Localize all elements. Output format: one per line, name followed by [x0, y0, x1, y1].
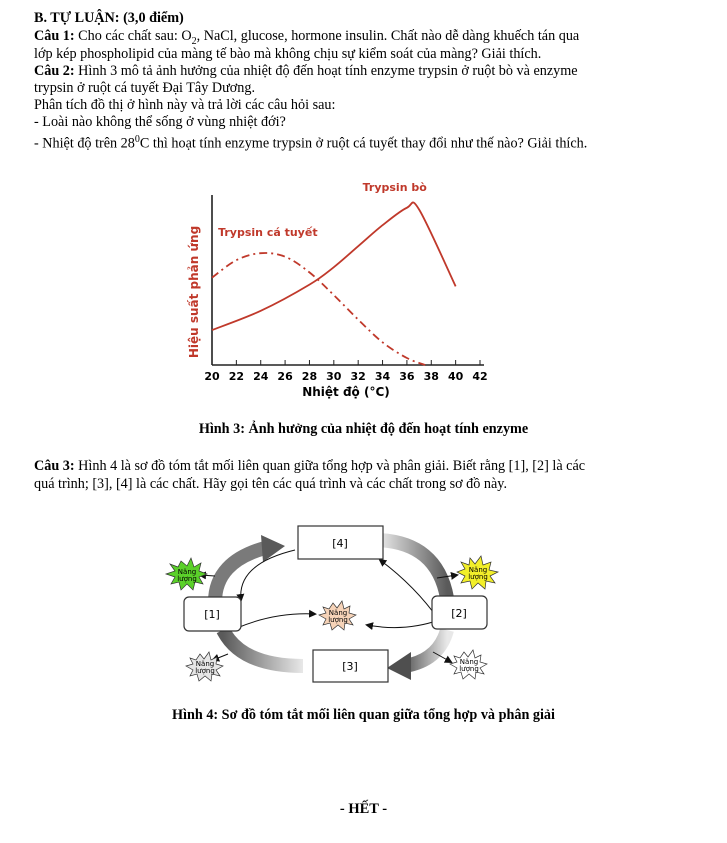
energy-label-bl-1: Năng	[195, 660, 215, 668]
q2-line2: trypsin ở ruột cá tuyết Đại Tây Dương.	[34, 80, 256, 96]
figure4-diagram	[155, 520, 555, 695]
q1-label: Câu 1:	[34, 28, 75, 44]
energy-label-bl-2: lượng	[195, 667, 215, 675]
arrow-right-down	[405, 630, 447, 666]
q3-line1	[34, 458, 585, 475]
y-axis-label: Hiệu suất phản ứng	[187, 225, 201, 359]
q2-superscript: 0	[134, 134, 140, 145]
q1-subscript: 2	[191, 35, 197, 47]
x-axis-label: Nhiệt độ (°C)	[302, 385, 390, 399]
q3-line2: quá trình; [3], [4] là các chất. Hãy gọi tên các quá trình và các chất trong sơ đồ này.	[34, 476, 508, 492]
x-tick-label: 28	[301, 370, 318, 383]
x-tick-label: 30	[326, 370, 342, 383]
q2-line5-a: - Nhiệt độ trên 28	[34, 135, 135, 152]
figure3-caption: Hình 3: Ảnh hưởng của nhiệt độ đến hoạt tính enzyme	[198, 421, 529, 437]
arrow-left-up	[215, 548, 265, 602]
thin-arrow-2	[237, 614, 315, 628]
q1-line2: lớp kép phospholipid của màng tế bào mà không chịu sự kiểm soát của màng? Giải thích.	[34, 46, 542, 62]
arrow-bottom-left	[223, 630, 303, 666]
q2-line3: Phân tích đồ thị ở hình này và trả lời các câu hỏi sau:	[34, 97, 336, 113]
x-tick-label: 36	[399, 370, 415, 383]
x-tick-label: 38	[423, 370, 439, 383]
figure3-chart	[180, 175, 500, 413]
series-label-2: Trypsin cá tuyết	[218, 226, 318, 239]
energy-label-center-2: lượng	[328, 616, 348, 624]
energy-label-br-1: Năng	[459, 658, 479, 666]
x-tick-label: 40	[447, 370, 464, 383]
series-line-2	[212, 253, 425, 365]
x-tick-label: 34	[374, 370, 391, 383]
series-label-1: Trypsin bò	[362, 181, 427, 194]
x-tick-label: 32	[350, 370, 366, 383]
q2-line5	[34, 131, 587, 153]
q2-line1	[34, 63, 578, 80]
arrow-left-up-head	[261, 535, 285, 562]
box4-label: [4]	[332, 537, 348, 550]
q3-text: Hình 4 là sơ đồ tóm tắt mối liên quan giữa tổng hợp và phân giải. Biết rằng [1], [2] là các	[74, 458, 586, 474]
figure4-caption: Hình 4: Sơ đồ tóm tắt mối liên quan giữa tổng hợp và phân giải	[172, 707, 555, 723]
q2-line5-b: C thì hoạt tính enzyme trypsin ở ruột cá tuyết thay đổi như thế nào? Giải thích.	[139, 135, 588, 152]
x-tick-label: 42	[472, 370, 488, 383]
energy-label-green-2: lượng	[177, 575, 197, 583]
box2-label: [2]	[451, 607, 467, 620]
arrow-right-down-head	[387, 652, 411, 680]
q1-text-a: Cho các chất sau: O	[74, 28, 192, 44]
q3-label: Câu 3:	[34, 458, 75, 474]
x-tick-label: 20	[204, 370, 220, 383]
x-tick-label: 26	[277, 370, 293, 383]
energy-label-yellow-2: lượng	[468, 573, 488, 581]
box3-label: [3]	[342, 660, 358, 673]
energy-label-br-2: lượng	[459, 665, 479, 673]
q2-label: Câu 2:	[34, 63, 75, 79]
box1-label: [1]	[204, 608, 220, 621]
series-line-1	[212, 202, 456, 330]
energy-label-green-1: Năng	[177, 568, 197, 576]
q2-line4: - Loài nào không thể sống ở vùng nhiệt đới?	[34, 114, 286, 130]
arrow-top-right	[377, 540, 447, 598]
q1-text-b: , NaCl, glucose, hormone insulin. Chất nào dễ dàng khuếch tán qua	[196, 28, 580, 44]
thin-arrow-3	[367, 620, 439, 628]
section-title: B. TỰ LUẬN: (3,0 điểm)	[34, 10, 184, 26]
x-tick-label: 22	[228, 370, 245, 383]
energy-label-center-1: Năng	[328, 609, 348, 617]
energy-label-yellow-1: Năng	[468, 566, 488, 574]
end-marker: - HẾT -	[339, 801, 388, 817]
q2-text: Hình 3 mô tả ảnh hưởng của nhiệt độ đến hoạt tính enzyme trypsin ở ruột bò và enzyme	[74, 63, 578, 79]
x-tick-label: 24	[253, 370, 269, 383]
